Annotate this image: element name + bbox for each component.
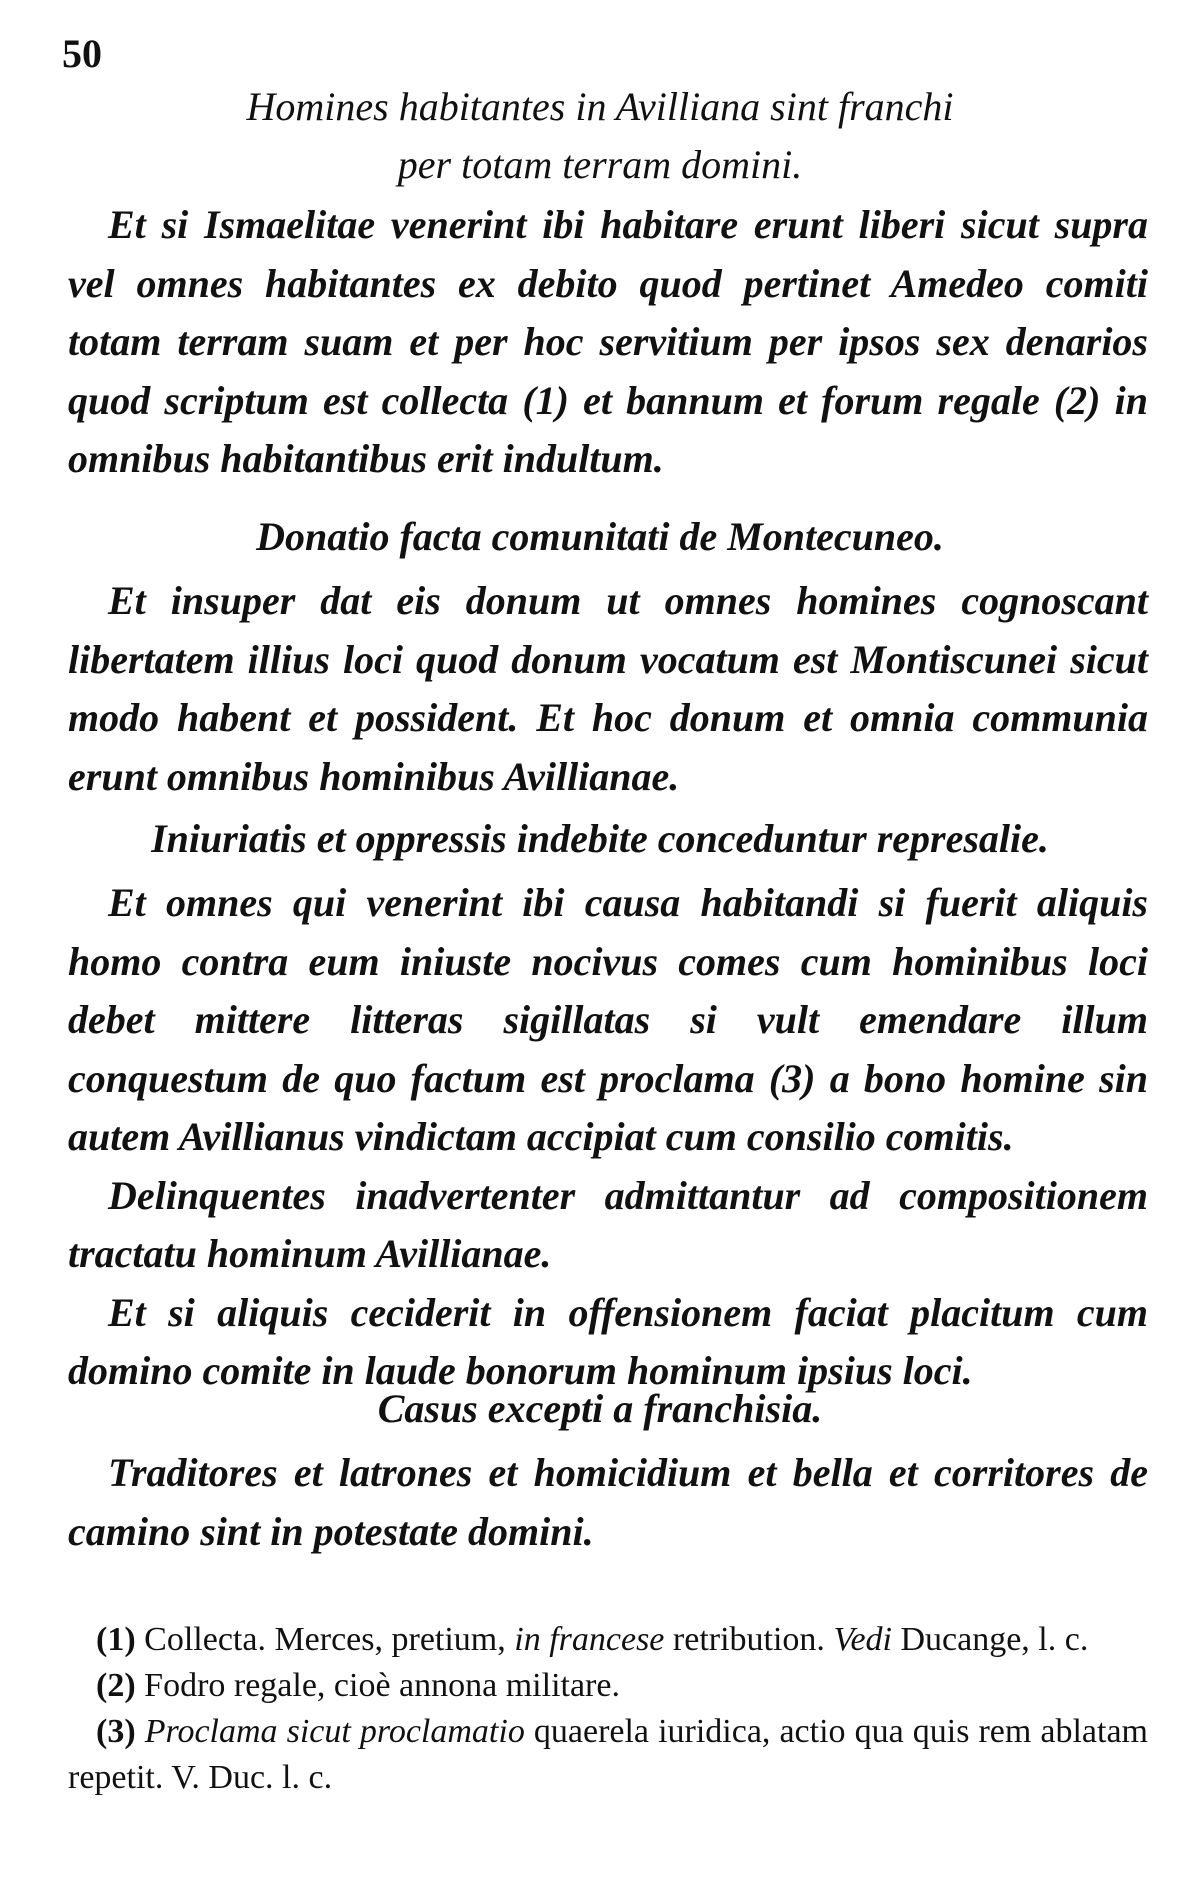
footnote-3 — [68, 1709, 1148, 1801]
page-number: 50 — [62, 31, 102, 76]
section-heading-3: Iniuriatis et oppressis indebite conceduntur represalie. — [151, 816, 1049, 861]
footnote-1-text-b: in francese — [514, 1621, 665, 1658]
section-heading-1 — [60, 78, 1140, 194]
paragraph-ismaelitae: Et si Ismaelitae venerint ibi habitare erunt liberi sicut supra vel omnes habitantes ex debito quod pertinet Amedeo comiti totam terram suam et per hoc servitium per ipsos sex denarios quod scriptum est collecta (1) et bannum et forum regale (2) in omnibus habitantibus erit indultum. — [68, 202, 1148, 481]
footnote-3-number: (3) — [96, 1713, 136, 1750]
footnote-2 — [68, 1663, 1148, 1709]
footnote-1-text-e: Ducange, l. c. — [891, 1621, 1089, 1658]
footnote-2-text: Fodro regale, cioè annona militare. — [135, 1667, 620, 1704]
footnote-1 — [68, 1617, 1148, 1663]
section-3-body — [68, 874, 1148, 1401]
footnotes — [68, 1617, 1148, 1801]
paragraph-traditores: Traditores et latrones et homicidium et bella et corritores de camino sint in potestate domini. — [68, 1450, 1148, 1554]
paragraph-donum: Et insuper dat eis donum ut omnes homines cognoscant libertatem illius loci quod donum vocatum est Montiscunei sicut modo habent et possident. Et hoc donum et omnia communia erunt omnibus hominibus Avillianae. — [68, 578, 1148, 799]
footnote-1-text-c: retribution. — [664, 1621, 834, 1658]
section-4-body — [68, 1444, 1148, 1561]
footnote-1-number: (1) — [96, 1621, 136, 1658]
section-1-body — [68, 196, 1148, 489]
paragraph-habitandi: Et omnes qui venerint ibi causa habitandi si fuerit aliquis homo contra eum iniuste nocivus comes cum hominibus loci debet mittere litteras sigillatas si vult emendare illum conquestum de quo factum est proclama (3) a bono homine sin autem Avillianus vindictam accipiat cum consilio comitis. — [68, 880, 1148, 1159]
section-2-body — [68, 572, 1148, 806]
paragraph-offensionem: Et si aliquis ceciderit in offensionem faciat placitum cum domino comite in laude bonorum hominum ipsius loci. — [68, 1289, 1148, 1393]
footnote-1-text-a: Collecta. Merces, pretium, — [135, 1621, 515, 1658]
section-heading-2: Donatio facta comunitati de Montecuneo. — [256, 514, 944, 559]
footnote-3-text-b: Proclama sicut proclamatio — [144, 1713, 525, 1750]
section-heading-1-line-2: per totam terram domini. — [397, 142, 803, 187]
section-heading-4: Casus excepti a franchisia. — [377, 1386, 823, 1431]
footnote-1-text-d: Vedi — [833, 1621, 892, 1658]
footnote-3-text-c: quaerela iuridica, actio qua quis rem ablatam repetit. V. Duc. l. c. — [68, 1713, 1148, 1796]
footnote-3-text-a — [136, 1713, 145, 1750]
paragraph-delinquentes: Delinquentes inadvertenter admittantur ad compositionem tractatu hominum Avillianae. — [68, 1172, 1148, 1276]
section-heading-1-line-1: Homines habitantes in Avilliana sint franchi — [246, 84, 954, 129]
footnote-2-number: (2) — [96, 1667, 136, 1704]
